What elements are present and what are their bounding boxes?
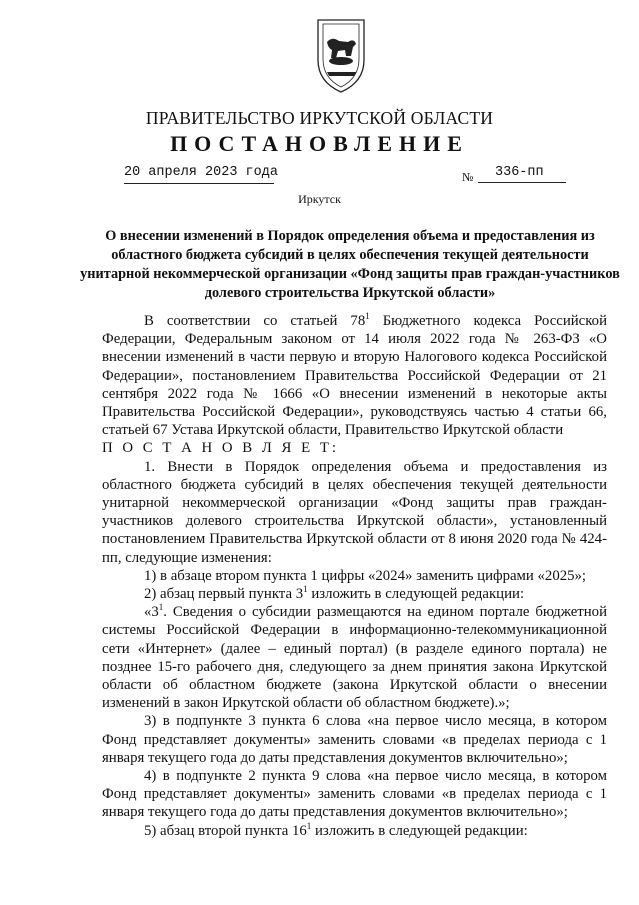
subitem-3-paragraph: 3) в подпункте 3 пункта 6 слова «на первое число месяца, в котором Фонд представляет документы» заменить словами «в пределах периода с 1 января текущего года до даты представления документов включительно»; xyxy=(102,713,607,766)
item-1-paragraph: 1. Внести в Порядок определения объема и предоставления из областного бюджета субсидий в целях обеспечения текущей деятельности унитарной некоммерческой организации «Фонд защиты прав граждан-участников долевого строительства Иркутской области», установленный постановлением Правительства Иркутской области от 8 июня 2020 года № 424-пп, следующие изменения: xyxy=(102,458,607,566)
number-sign: № xyxy=(462,170,474,184)
government-title: ПРАВИТЕЛЬСТВО ИРКУТСКОЙ ОБЛАСТИ xyxy=(145,108,494,128)
city-label: Иркутск xyxy=(298,192,341,206)
number-underline xyxy=(478,182,566,183)
subitem-5-paragraph: 5) абзац второй пункта $16^1$ изложить в следующей редакции: xyxy=(144,820,528,839)
irkutsk-coat-of-arms xyxy=(296,14,386,96)
document-number: 336-пп xyxy=(495,165,544,180)
quoted-clause-paragraph: «$3^1$. Сведения о субсидии размещаются на едином портале бюджетной системы Российской Федерации в информационно-телекоммуникационной сети «Интернет» (далее – единый портал) (в разделе единого портала) не позднее 15-го рабочего дня, следующего за днем принятия закона Иркутской области об областном бюджете (закона Иркутской области о внесении изменений в закон Иркутской области об областном бюджете).»; xyxy=(102,602,607,712)
decree-word: П О С Т А Н О В Л Я Е Т: xyxy=(102,440,339,457)
document-date: 20 апреля 2023 года xyxy=(124,165,278,180)
document-type-heading: ПОСТАНОВЛЕНИЕ xyxy=(170,131,469,156)
document-body xyxy=(102,312,607,840)
date-underline xyxy=(124,183,274,184)
preamble-paragraph: В соответствии со статьей $78^1$ Бюджетного кодекса Российской Федерации, Федеральным законом от 14 июля 2022 года № 263-ФЗ «О внесении изменений в части первую и вторую Налогового кодекса Российской Федерации», постановлением Правительства Российской Федерации от 21 сентября 2022 года № 1666 «О внесении изменений в некоторые акты Правительства Российской Федерации», руководствуясь частью 4 статьи 66, статьей 67 Устава Иркутской области, Правительство Иркутской области xyxy=(102,311,607,439)
subitem-2-paragraph: 2) абзац первый пункта $3^1$ изложить в следующей редакции: xyxy=(144,584,525,603)
document-subject: О внесении изменений в Порядок определения объема и предоставления из областного бюджета субсидий в целях обеспечения текущей деятельности унитарной некоммерческой организации «Фонд защиты прав граждан-участников долевого строительства Иркутской области» xyxy=(80,228,620,301)
subitem-4-paragraph: 4) в подпункте 2 пункта 9 слова «на первое число месяца, в котором Фонд представляет документы» заменить словами «в пределах периода с 1 января текущего года до даты представления документов включительно»; xyxy=(102,768,607,821)
subitem-1-paragraph: 1) в абзаце втором пункта 1 цифры «2024» заменить цифрами «2025»; xyxy=(144,567,587,584)
